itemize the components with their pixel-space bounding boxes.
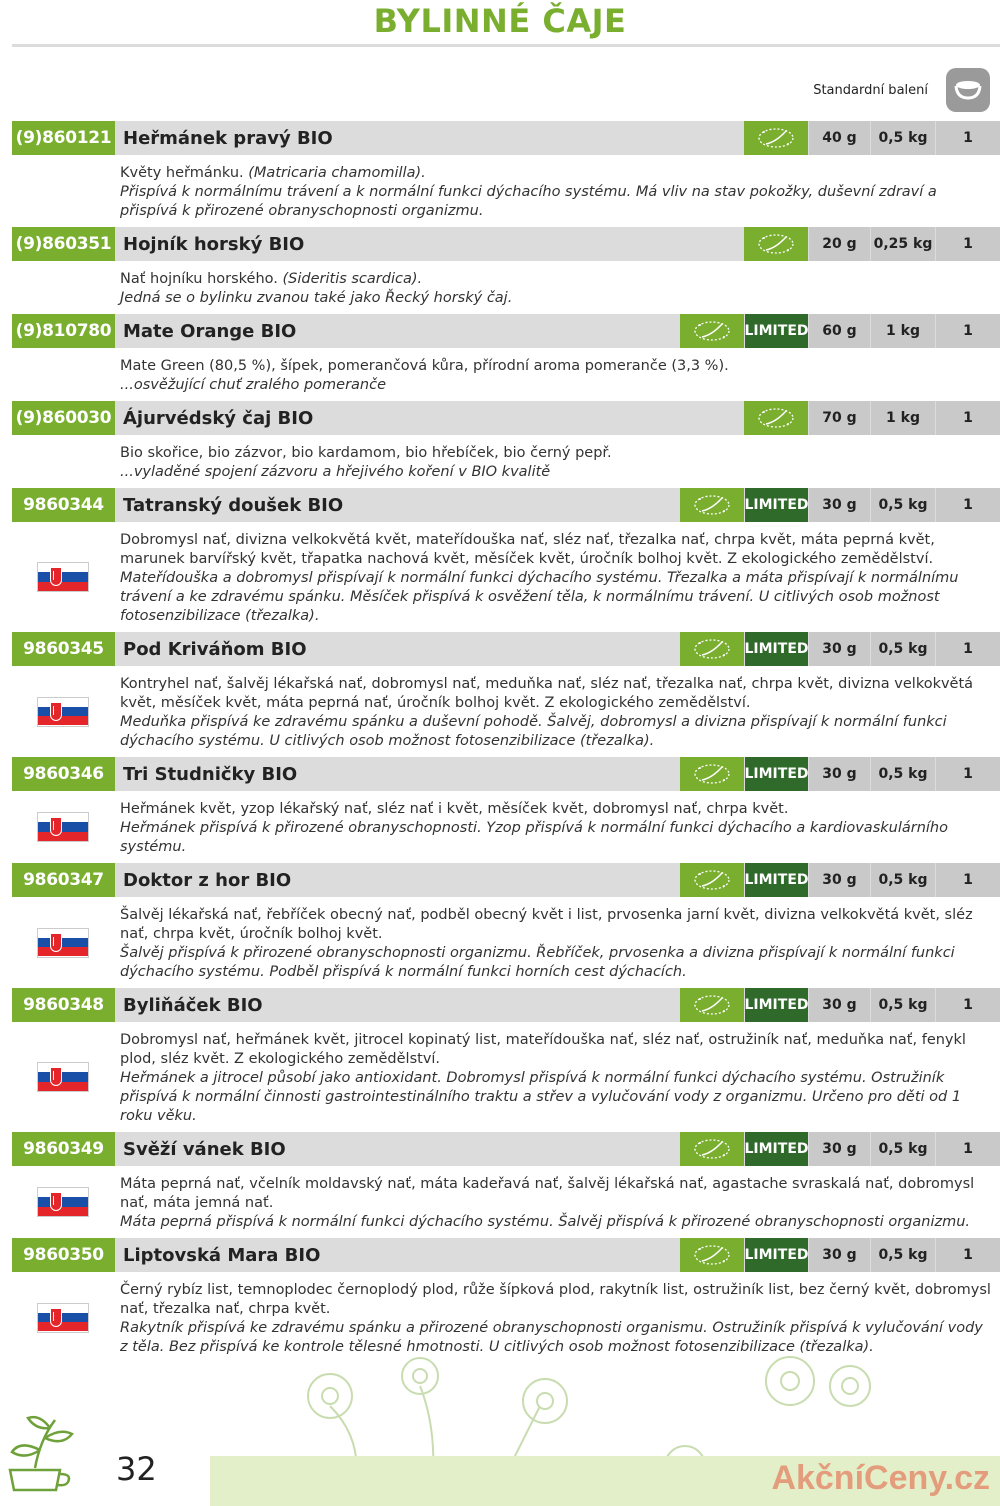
product-code: 9860346 <box>12 757 115 791</box>
product-description: Heřmánek přispívá k přirozené obranyschopnosti. Yzop přispívá k normální funkci dýchacího a kardiovaskulárního systému. <box>120 820 948 855</box>
weight-value: 30 g <box>809 757 870 791</box>
pack-value: 1 kg <box>871 401 935 435</box>
product-description: Mateřídouška a dobromysl přispívají k normální funkci dýchacího systému. Třezalka a máta přispívají k normálnímu trávení a ke zdravému spánku. Měsíček přispívá k osvěžení těla, k normálnímu trávení. U citlivých osob možnost fotosenzibilizace (třezalka). <box>120 570 959 624</box>
product-attributes <box>744 401 1000 435</box>
ingredients-line <box>120 357 994 376</box>
product-code: 9860350 <box>12 1238 115 1272</box>
product-code: (9)860121 <box>12 121 115 155</box>
product-name: Ájurvédský čaj BIO <box>123 407 314 429</box>
product-item <box>12 1238 1000 1363</box>
product-details <box>12 791 1000 863</box>
product-description: Šalvěj přispívá k přirozené obranyschopnosti organizmu. Řebříček, prvosenka a divizna přispívají k normální funkci dýchacího systému. Podběl přispívá k normální funkci horních cest dýchacích. <box>120 945 955 980</box>
ingredients-line <box>120 906 994 944</box>
pack-value: 0,5 kg <box>871 988 935 1022</box>
pack-value: 0,5 kg <box>871 632 935 666</box>
eu-organic-leaf-icon <box>680 863 744 897</box>
product-header <box>12 988 1000 1022</box>
product-description: Meduňka přispívá ke zdravému spánku a duševní pohodě. Šalvěj, dobromysl a divizna přispívají k normální funkci dýchacího systému. U citlivých osob možnost fotosenzibilizace (třezalka). <box>120 714 947 749</box>
product-details <box>12 897 1000 988</box>
eu-organic-leaf-icon <box>744 227 808 261</box>
product-item <box>12 757 1000 863</box>
quantity-value: 1 <box>936 1238 1000 1272</box>
ingredients-line <box>120 675 994 713</box>
eu-organic-leaf-icon <box>680 988 744 1022</box>
title-divider <box>12 44 1000 47</box>
pack-value: 0,5 kg <box>871 1238 935 1272</box>
slovak-flag-icon <box>37 1187 89 1217</box>
ingredients-text: Dobromysl nať, heřmánek květ, jitrocel kopinatý list, mateřídouška nať, sléz nať, ostružiník nať, meduňka nať, fenykl plod, sléz květ. Z ekologického zemědělství. <box>120 1032 966 1067</box>
ingredients-line <box>120 531 994 569</box>
limited-badge: LIMITED <box>745 314 808 348</box>
product-item <box>12 632 1000 757</box>
leaf-cup-icon <box>0 1410 90 1500</box>
product-attributes <box>680 988 1000 1022</box>
product-list <box>12 121 1000 1363</box>
product-attributes <box>680 314 1000 348</box>
product-details <box>12 435 1000 488</box>
product-name: Hojník horský BIO <box>123 233 305 255</box>
product-header <box>12 314 1000 348</box>
pack-value: 1 kg <box>871 314 935 348</box>
product-item <box>12 401 1000 488</box>
ingredients-text: Nať hojníku horského. <box>120 271 278 287</box>
weight-value: 70 g <box>809 401 870 435</box>
eu-organic-leaf-icon <box>744 401 808 435</box>
ingredients-line <box>120 800 994 819</box>
product-description: Přispívá k normálnímu trávení a k normální funkci dýchacího systému. Má vliv na stav pokožky, duševní zdraví a přispívá k přirozené obranyschopnosti organizmu. <box>120 184 937 219</box>
eu-organic-leaf-icon <box>680 1238 744 1272</box>
quantity-value: 1 <box>936 488 1000 522</box>
product-attributes <box>680 488 1000 522</box>
product-item <box>12 488 1000 632</box>
eu-organic-leaf-icon <box>744 121 808 155</box>
product-code: 9860347 <box>12 863 115 897</box>
slovak-flag-icon <box>37 562 89 592</box>
eu-organic-leaf-icon <box>680 632 744 666</box>
eu-organic-leaf-icon <box>680 314 744 348</box>
product-details <box>12 348 1000 401</box>
product-item <box>12 314 1000 401</box>
pack-value: 0,5 kg <box>871 1132 935 1166</box>
product-details <box>12 1022 1000 1132</box>
standard-pack-label: Standardní balení <box>813 83 928 98</box>
product-header <box>12 757 1000 791</box>
product-name: Tri Studničky BIO <box>123 763 298 785</box>
product-item <box>12 121 1000 227</box>
ingredients-line <box>120 1175 994 1213</box>
product-name: Doktor z hor BIO <box>123 869 292 891</box>
bowl-icon <box>946 68 990 112</box>
product-code: 9860348 <box>12 988 115 1022</box>
product-name: Byliňáček BIO <box>123 994 263 1016</box>
limited-badge: LIMITED <box>745 757 808 791</box>
weight-value: 30 g <box>809 488 870 522</box>
product-description: Rakytník přispívá ke zdravému spánku a přirozené obranyschopnosti organismu. Ostružiník přispívá k vylučování vody z těla. Bez přispívá ke kontrole tělesné hmotnosti. U citlivých osob možnost fotosenzibilizace (třezalka). <box>120 1320 983 1355</box>
limited-badge: LIMITED <box>745 863 808 897</box>
latin-name: (Sideritis scardica). <box>282 271 423 287</box>
product-attributes <box>680 863 1000 897</box>
ingredients-text: Mate Green (80,5 %), šípek, pomerančová kůra, přírodní aroma pomeranče (3,3 %). <box>120 358 729 374</box>
limited-badge: LIMITED <box>745 988 808 1022</box>
pack-value: 0,5 kg <box>871 863 935 897</box>
product-header <box>12 401 1000 435</box>
product-code: (9)860351 <box>12 227 115 261</box>
ingredients-line <box>120 444 994 463</box>
quantity-value: 1 <box>936 757 1000 791</box>
product-item <box>12 227 1000 314</box>
quantity-value: 1 <box>936 1132 1000 1166</box>
page-number: 32 <box>116 1450 157 1488</box>
product-code: 9860349 <box>12 1132 115 1166</box>
product-details <box>12 1166 1000 1238</box>
limited-badge: LIMITED <box>745 632 808 666</box>
product-code: 9860344 <box>12 488 115 522</box>
product-item <box>12 863 1000 988</box>
product-details <box>12 155 1000 227</box>
ingredients-text: Máta peprná nať, včelník moldavský nať, máta kadeřavá nať, šalvěj lékařská nať, agastache svraskalá nať, dobromysl nať, máta jemná nať. <box>120 1176 975 1211</box>
weight-value: 30 g <box>809 988 870 1022</box>
pack-value: 0,25 kg <box>871 227 935 261</box>
quantity-value: 1 <box>936 121 1000 155</box>
ingredients-text: Černý rybíz list, temnoplodec černoplodý plod, růže šípková plod, rakytník list, ostružiník list, bez černý květ, dobromysl nať, třezalka nať, chrpa květ. <box>120 1282 991 1317</box>
product-item <box>12 1132 1000 1238</box>
latin-name: (Matricaria chamomilla). <box>248 165 426 181</box>
ingredients-line <box>120 1031 994 1069</box>
product-description: Jedná se o bylinku zvanou také jako Řecký horský čaj. <box>120 290 513 306</box>
weight-value: 30 g <box>809 632 870 666</box>
weight-value: 20 g <box>809 227 870 261</box>
quantity-value: 1 <box>936 227 1000 261</box>
weight-value: 40 g <box>809 121 870 155</box>
page-title: BYLINNÉ ČAJE <box>373 2 627 40</box>
product-code: 9860345 <box>12 632 115 666</box>
product-code: (9)860030 <box>12 401 115 435</box>
product-attributes <box>744 227 1000 261</box>
slovak-flag-icon <box>37 928 89 958</box>
product-header <box>12 227 1000 261</box>
product-code: (9)810780 <box>12 314 115 348</box>
product-name: Pod Kriváňom BIO <box>123 638 307 660</box>
slovak-flag-icon <box>37 1303 89 1333</box>
ingredients-text: Dobromysl nať, divizna velkokvětá květ, mateřídouška nať, sléz nať, třezalka nať, chrpa květ, máta peprná květ, marunek barvířský květ, třapatka nachová květ, měsíček květ, úročník bolhoj květ. Z ekologického zemědělství. <box>120 532 935 567</box>
footer <box>0 1356 1000 1506</box>
ingredients-text: Kontryhel nať, šalvěj lékařská nať, dobromysl nať, meduňka nať, sléz nať, třezalka nať, chrpa květ, divizna velkokvětá květ, měsíček květ, máta peprná nať, úročník bolhoj květ. Z ekologického zemědělství. <box>120 676 974 711</box>
eu-organic-leaf-icon <box>680 757 744 791</box>
product-attributes <box>680 1238 1000 1272</box>
quantity-value: 1 <box>936 863 1000 897</box>
limited-badge: LIMITED <box>745 488 808 522</box>
ingredients-text: Šalvěj lékařská nať, řebříček obecný nať, podběl obecný květ i list, prvosenka jarní květ, divizna velkokvětá květ, sléz nať, chrpa květ, úročník bolhoj květ. <box>120 907 973 942</box>
weight-value: 30 g <box>809 1132 870 1166</box>
product-header <box>12 1238 1000 1272</box>
quantity-value: 1 <box>936 401 1000 435</box>
product-attributes <box>744 121 1000 155</box>
product-description: ...osvěžující chuť zralého pomeranče <box>120 377 386 393</box>
product-name: Mate Orange BIO <box>123 320 297 342</box>
ingredients-text: Bio skořice, bio zázvor, bio kardamom, bio hřebíček, bio černý pepř. <box>120 445 612 461</box>
quantity-value: 1 <box>936 314 1000 348</box>
product-header <box>12 488 1000 522</box>
pack-value: 0,5 kg <box>871 757 935 791</box>
quantity-value: 1 <box>936 632 1000 666</box>
eu-organic-leaf-icon <box>680 1132 744 1166</box>
product-header <box>12 121 1000 155</box>
pack-value: 0,5 kg <box>871 488 935 522</box>
product-header <box>12 1132 1000 1166</box>
product-description: Heřmánek a jitrocel působí jako antioxidant. Dobromysl přispívá k normální funkci dýchacího systému. Ostružiník přispívá k normální činnosti gastrointestinálního traktu a střev a vylučování vody z organizmu. Určeno pro děti od 1 roku věku. <box>120 1070 962 1124</box>
product-description: ...vyladěné spojení zázvoru a hřejivého koření v BIO kvalitě <box>120 464 551 480</box>
slovak-flag-icon <box>37 697 89 727</box>
watermark: AkčníCeny.cz <box>771 1459 990 1497</box>
product-name: Tatranský doušek BIO <box>123 494 344 516</box>
weight-value: 60 g <box>809 314 870 348</box>
product-details <box>12 666 1000 757</box>
quantity-value: 1 <box>936 988 1000 1022</box>
product-details <box>12 522 1000 632</box>
ingredients-text: Květy heřmánku. <box>120 165 244 181</box>
limited-badge: LIMITED <box>745 1238 808 1272</box>
product-attributes <box>680 1132 1000 1166</box>
ingredients-line <box>120 164 994 183</box>
product-header <box>12 863 1000 897</box>
slovak-flag-icon <box>37 812 89 842</box>
product-header <box>12 632 1000 666</box>
weight-value: 30 g <box>809 863 870 897</box>
product-name: Svěží vánek BIO <box>123 1138 286 1160</box>
product-attributes <box>680 632 1000 666</box>
ingredients-text: Heřmánek květ, yzop lékařský nať, sléz nať i květ, měsíček květ, dobromysl nať, chrpa květ. <box>120 801 789 817</box>
product-name: Heřmánek pravý BIO <box>123 127 333 149</box>
ingredients-line <box>120 270 994 289</box>
product-details <box>12 261 1000 314</box>
weight-value: 30 g <box>809 1238 870 1272</box>
product-item <box>12 988 1000 1132</box>
ingredients-line <box>120 1281 994 1319</box>
slovak-flag-icon <box>37 1062 89 1092</box>
limited-badge: LIMITED <box>745 1132 808 1166</box>
eu-organic-leaf-icon <box>680 488 744 522</box>
product-attributes <box>680 757 1000 791</box>
pack-value: 0,5 kg <box>871 121 935 155</box>
product-description: Máta peprná přispívá k normální funkci dýchacího systému. Šalvěj přispívá k přirozené obranyschopnosti organizmu. <box>120 1214 971 1230</box>
product-name: Liptovská Mara BIO <box>123 1244 321 1266</box>
